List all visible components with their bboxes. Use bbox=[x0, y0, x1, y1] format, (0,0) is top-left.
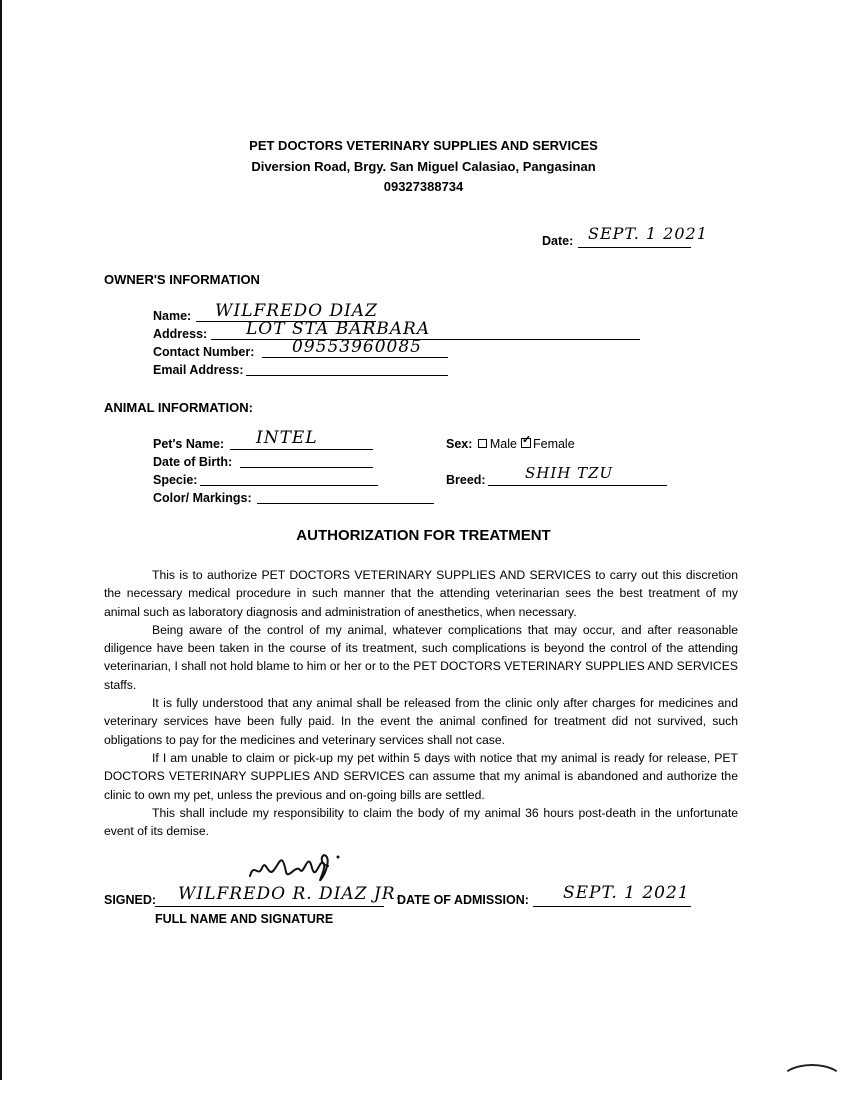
company-name: PET DOCTORS VETERINARY SUPPLIES AND SERVICES bbox=[249, 138, 598, 153]
sex-label: Sex: bbox=[446, 437, 473, 451]
corner-mark bbox=[780, 1064, 844, 1098]
authorization-paragraph: It is fully understood that any animal shall be released from the clinic only after charges for medicines and veterinary services have been fully paid. In the event the animal confined for treatment did not survived, such obligations to pay for the medicines and veterinary services shall not case. bbox=[104, 696, 738, 747]
handwritten-signature bbox=[246, 842, 356, 888]
authorization-paragraph: If I am unable to claim or pick-up my pet within 5 days with notice that my animal is ready for release, PET DOCTORS VETERINARY SUPPLIES AND SERVICES can assume that my animal is abandoned and authorize the clinic to own my pet, unless the previous and on-going bills are settled. bbox=[104, 750, 738, 802]
admission-date-label: DATE OF ADMISSION: bbox=[397, 893, 529, 907]
dob-line bbox=[240, 451, 373, 468]
color-line bbox=[257, 487, 434, 504]
company-phone: 09327388734 bbox=[383, 179, 464, 194]
owner-name-label: Name: bbox=[153, 309, 192, 323]
owner-email-line bbox=[246, 359, 448, 376]
owner-email-label: Email Address: bbox=[153, 363, 244, 377]
owner-address-label: Address: bbox=[153, 327, 208, 341]
authorization-paragraph: This is to authorize PET DOCTORS VETERINARY SUPPLIES AND SERVICES to carry out this discretion the necessary medical procedure in such manner that the attending veterinarian sees the best treatment of my animal such as laboratory diagnosis and administration of anesthetics, when necessary. bbox=[104, 568, 738, 619]
owner-address-value: LOT STA BARBARA bbox=[246, 319, 431, 339]
signed-label: SIGNED: bbox=[104, 893, 157, 907]
color-label: Color/ Markings: bbox=[153, 491, 252, 505]
male-checkbox[interactable] bbox=[478, 439, 487, 448]
owner-contact-label: Contact Number: bbox=[153, 345, 255, 359]
specie-line bbox=[200, 469, 378, 486]
female-option-label: Female bbox=[532, 437, 575, 451]
pet-name-label: Pet's Name: bbox=[153, 437, 225, 451]
authorization-title: AUTHORIZATION FOR TREATMENT bbox=[296, 527, 551, 544]
authorization-paragraph: Being aware of the control of my animal, whatever complications that may occur, and after reasonable diligence have been taken in the course of its treatment, such complications is beyond the control of the attending veterinarian, I shall not hold blame to him or her or to the PET DOCTORS VETERINARY SUPPLIES AND SERVICES staffs. bbox=[104, 622, 738, 692]
company-address: Diversion Road, Brgy. San Miguel Calasiao, Pangasinan bbox=[251, 159, 596, 174]
signed-value: WILFREDO R. DIAZ JR. bbox=[178, 884, 402, 904]
admission-date-value: SEPT. 1 2021 bbox=[563, 883, 690, 903]
authorization-paragraph: This shall include my responsibility to claim the body of my animal 36 hours post-death in the unfortunate event of its demise. bbox=[104, 805, 738, 839]
authorization-body bbox=[104, 566, 738, 840]
date-label: Date: bbox=[542, 234, 574, 248]
sex-field bbox=[446, 437, 575, 451]
date-value: SEPT. 1 2021 bbox=[588, 224, 708, 243]
specie-label: Specie: bbox=[153, 473, 198, 487]
owner-name-value: WILFREDO DIAZ bbox=[215, 301, 378, 321]
dob-label: Date of Birth: bbox=[153, 455, 233, 469]
signature-caption: FULL NAME AND SIGNATURE bbox=[155, 912, 334, 926]
pet-name-value: INTEL bbox=[256, 428, 318, 448]
breed-label: Breed: bbox=[446, 473, 486, 487]
female-checkbox-checked[interactable] bbox=[521, 438, 531, 448]
breed-value: SHIH TZU bbox=[525, 464, 614, 482]
owner-section-title: OWNER'S INFORMATION bbox=[104, 272, 260, 287]
owner-contact-value: 09553960085 bbox=[292, 337, 422, 357]
male-option-label: Male bbox=[489, 437, 517, 451]
animal-section-title: ANIMAL INFORMATION: bbox=[104, 400, 253, 415]
